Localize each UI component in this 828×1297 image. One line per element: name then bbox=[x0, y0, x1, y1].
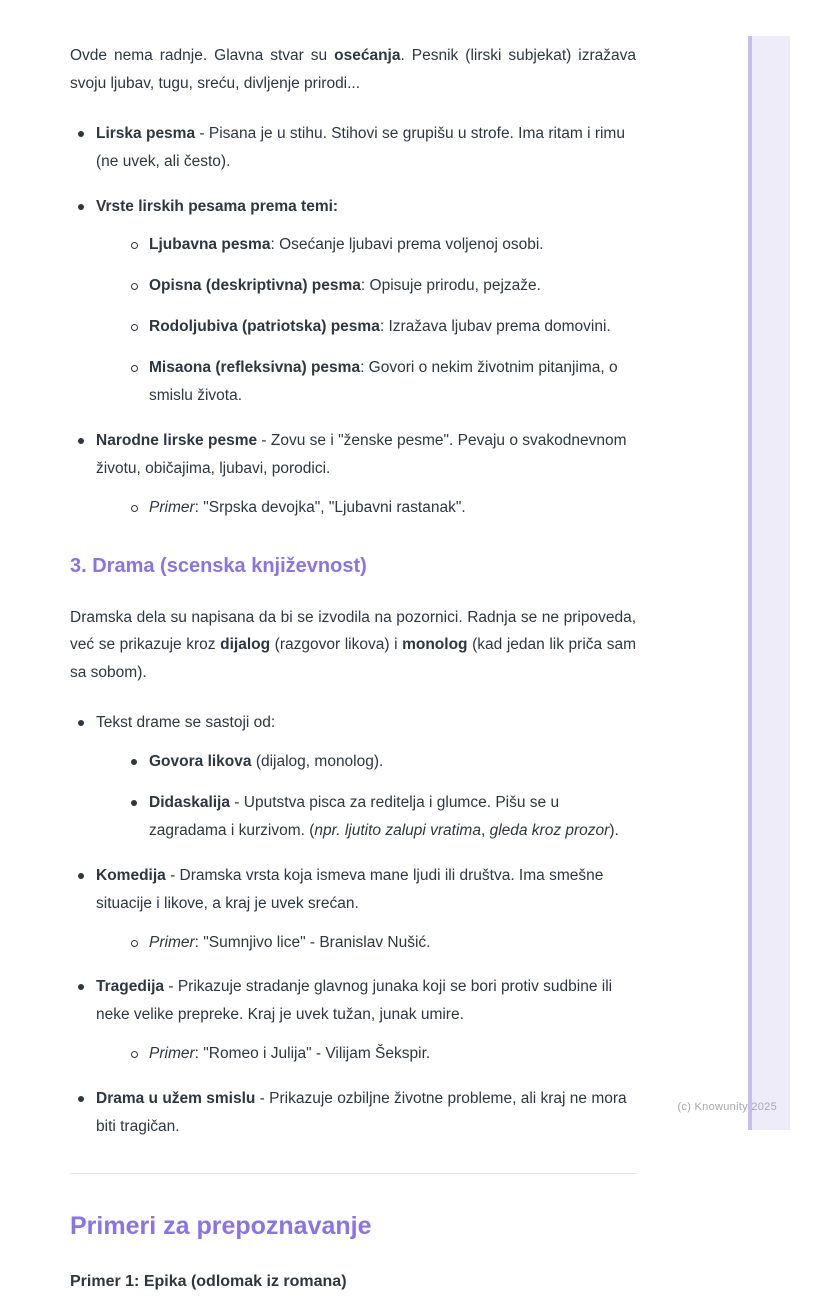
lyric-poetry-list bbox=[70, 120, 636, 522]
desc-didaskalija-3: ). bbox=[609, 821, 619, 839]
narodne-example-sublist bbox=[123, 494, 636, 522]
desc-narodne-pesme: - Zovu se i "ženske pesme". Pevaju o svakodnevnom životu, običajima, ljubavi, porodici. bbox=[96, 431, 627, 477]
drama-paragraph bbox=[70, 604, 636, 688]
term-tragedija: Tragedija bbox=[96, 978, 165, 996]
drama-text-2: (razgovor likova) i bbox=[270, 636, 403, 654]
drama-text-1: Dramska dela su napisana da bi se izvodila na pozornici. Radnja se ne pripoveda, već se prikazuje kroz bbox=[70, 608, 636, 654]
list-item-tekst-drame bbox=[70, 709, 636, 845]
tragedija-example-sublist bbox=[123, 1040, 636, 1068]
text-primer-komedija: : "Sumnjivo lice" - Branislav Nušić. bbox=[194, 933, 431, 951]
term-drama-uzem-smislu: Drama u užem smislu bbox=[96, 1090, 256, 1108]
heading-primeri: Primeri za prepoznavanje bbox=[70, 1211, 372, 1240]
drama-parts-sublist bbox=[123, 748, 636, 845]
lyric-types-sublist bbox=[123, 231, 636, 409]
didaskalija-example-2: gleda kroz prozor bbox=[489, 821, 610, 839]
desc-ljubavna-pesma: : Osećanje ljubavi prema voljenoj osobi. bbox=[270, 236, 544, 254]
term-lirska-pesma: Lirska pesma bbox=[96, 124, 196, 142]
desc-tragedija: - Prikazuje stradanje glavnog junaka koji se bori protiv sudbine ili neke velike prepreke. Kraj je uvek tužan, junak umire. bbox=[96, 978, 613, 1024]
heading-drama: 3. Drama (scenska književnost) bbox=[70, 554, 367, 577]
desc-opisna-pesma: : Opisuje prirodu, pejzaže. bbox=[360, 277, 541, 295]
list-item-vrste-lirskih bbox=[70, 193, 636, 410]
text-primer-narodne: : "Srpska devojka", "Ljubavni rastanak". bbox=[194, 498, 466, 516]
term-rodoljubiva-pesma: Rodoljubiva (patriotska) pesma bbox=[149, 318, 380, 336]
list-item-govora-likova bbox=[123, 748, 636, 776]
didaskalija-example-1: npr. ljutito zalupi vratima bbox=[314, 821, 481, 839]
desc-drama-uzem-smislu: - Prikazuje ozbiljne životne probleme, ali kraj ne mora biti tragičan. bbox=[96, 1090, 627, 1136]
term-narodne-pesme: Narodne lirske pesme bbox=[96, 431, 258, 449]
term-didaskalija: Didaskalija bbox=[149, 794, 230, 812]
section-divider bbox=[70, 1173, 636, 1174]
term-govora-likova: Govora likova bbox=[149, 753, 252, 771]
drama-bold-monolog: monolog bbox=[402, 636, 468, 654]
intro-text-2: . Pesnik (lirski subjekat) izražava svoju ljubav, tugu, sreću, divljenje prirodi... bbox=[70, 47, 636, 92]
drama-list bbox=[70, 709, 636, 1141]
list-item-misaona-pesma bbox=[123, 354, 636, 410]
label-primer-narodne: Primer bbox=[149, 498, 195, 516]
primer1-heading: Primer 1: Epika (odlomak iz romana) bbox=[70, 1273, 347, 1291]
term-misaona-pesma: Misaona (refleksivna) pesma bbox=[149, 359, 361, 377]
label-primer-tragedija: Primer bbox=[149, 1045, 195, 1063]
term-opisna-pesma: Opisna (deskriptivna) pesma bbox=[149, 277, 361, 295]
term-komedija: Komedija bbox=[96, 866, 166, 884]
desc-rodoljubiva-pesma: : Izražava ljubav prema domovini. bbox=[379, 318, 611, 336]
list-item-tragedija-primer bbox=[123, 1040, 636, 1068]
footer-copyright: (c) Knowunity 2025 bbox=[677, 1101, 777, 1113]
list-item-komedija bbox=[70, 862, 636, 957]
intro-text-1: Ovde nema radnje. Glavna stvar su bbox=[70, 47, 335, 64]
list-item-drama-uzem-smislu bbox=[70, 1085, 636, 1141]
drama-bold-dijalog: dijalog bbox=[220, 636, 271, 654]
intro-paragraph bbox=[70, 42, 636, 98]
text-primer-tragedija: : "Romeo i Julija" - Vilijam Šekspir. bbox=[194, 1045, 431, 1063]
list-item-didaskalija bbox=[123, 789, 636, 845]
page-edge-decoration bbox=[748, 36, 790, 1130]
list-item-narodne-primer bbox=[123, 494, 636, 522]
intro-bold-osecanja: osećanja bbox=[334, 47, 401, 64]
desc-komedija: - Dramska vrsta koja ismeva mane ljudi ili društva. Ima smešne situacije i likove, a kraj je uvek srećan. bbox=[96, 866, 604, 912]
desc-didaskalija-2: , bbox=[480, 821, 490, 839]
term-vrste-lirskih: Vrste lirskih pesama prema temi: bbox=[96, 197, 339, 215]
drama-text-3: (kad jedan lik priča sam sa sobom). bbox=[70, 636, 637, 682]
komedija-example-sublist bbox=[123, 929, 636, 957]
list-item-komedija-primer bbox=[123, 929, 636, 957]
desc-lirska-pesma: - Pisana je u stihu. Stihovi se grupišu u strofe. Ima ritam i rimu (ne uvek, ali često). bbox=[96, 124, 625, 170]
list-item-narodne-pesme bbox=[70, 427, 636, 522]
text-tekst-drame: Tekst drame se sastoji od: bbox=[96, 714, 276, 732]
term-ljubavna-pesma: Ljubavna pesma bbox=[149, 236, 271, 254]
desc-govora-likova: (dijalog, monolog). bbox=[251, 753, 384, 771]
list-item-ljubavna-pesma bbox=[123, 231, 636, 259]
list-item-tragedija bbox=[70, 973, 636, 1068]
list-item-lirska-pesma bbox=[70, 120, 636, 176]
desc-misaona-pesma: : Govori o nekim životnim pitanjima, o smislu života. bbox=[149, 359, 618, 405]
document-content bbox=[70, 42, 636, 1297]
label-primer-komedija: Primer bbox=[149, 933, 195, 951]
list-item-opisna-pesma bbox=[123, 272, 636, 300]
desc-didaskalija-1: - Uputstva pisca za reditelja i glumce. Pišu se u zagradama i kurzivom. ( bbox=[149, 794, 560, 839]
list-item-rodoljubiva-pesma bbox=[123, 313, 636, 341]
